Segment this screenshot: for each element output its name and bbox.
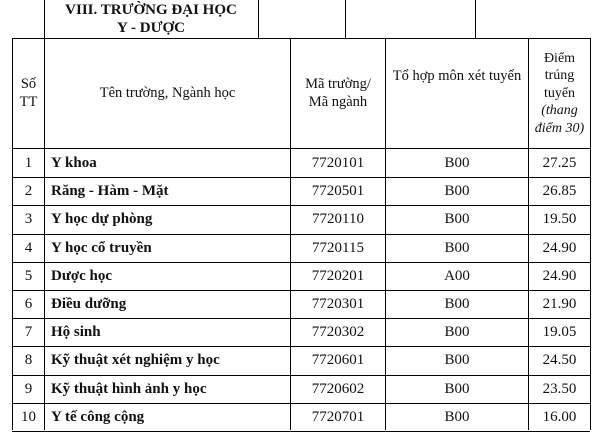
cell-combo: B00: [444, 324, 470, 341]
section-title-line2: Y - DƯỢC: [116, 20, 186, 36]
cell-combo: B00: [444, 239, 470, 256]
header-combo-text: Tổ hợp môn xét tuyển: [392, 67, 522, 84]
cell-score: 24.50: [542, 352, 577, 369]
cell-score: 23.50: [542, 380, 577, 397]
cell-name: Y khoa: [51, 155, 97, 172]
cell-code: 7720501: [311, 183, 365, 200]
cell-name: Kỹ thuật xét nghiệm y học: [51, 352, 220, 369]
cell-stt: 7: [24, 324, 33, 341]
cell-code: 7720101: [311, 155, 365, 172]
cell-stt: 10: [21, 408, 36, 425]
cell-combo: B00: [444, 183, 470, 200]
cell-stt: 9: [24, 380, 33, 397]
cell-score: 19.50: [542, 211, 577, 228]
cell-combo: B00: [444, 408, 470, 425]
cell-stt: 6: [24, 296, 33, 313]
cell-name: Hộ sinh: [51, 324, 101, 341]
header-stt-line2: TT: [19, 93, 38, 110]
cell-name: Y tế công cộng: [51, 408, 145, 425]
cell-code: 7720601: [311, 352, 365, 369]
cell-name: Kỹ thuật hình ảnh y học: [51, 380, 207, 397]
cell-stt: 2: [24, 183, 33, 200]
header-score-line2: trúng: [544, 68, 575, 84]
header-score-line5: điểm 30): [534, 120, 585, 136]
cell-stt: 8: [24, 352, 33, 369]
header-code-line2: Mã ngành: [308, 93, 368, 110]
cell-code: 7720201: [311, 267, 365, 284]
cell-name: Điều dưỡng: [51, 296, 127, 313]
cell-score: 27.25: [542, 155, 577, 172]
cell-combo: B00: [444, 352, 470, 369]
cell-code: 7720602: [311, 380, 365, 397]
cell-name: Y học cổ truyền: [51, 239, 152, 256]
cell-score: 19.05: [542, 324, 577, 341]
header-score-line4: (thang: [541, 103, 578, 119]
cell-code: 7720302: [311, 324, 365, 341]
cell-score: 21.90: [542, 296, 577, 313]
cell-stt: 4: [24, 239, 33, 256]
cell-score: 16.00: [542, 408, 577, 425]
cell-code: 7720115: [312, 239, 364, 256]
cell-name: Răng - Hàm - Mặt: [51, 183, 169, 200]
header-code-line1: Mã trường/: [305, 76, 371, 93]
cell-stt: 5: [24, 267, 33, 284]
cell-combo: B00: [444, 380, 470, 397]
cell-combo: B00: [444, 296, 470, 313]
cell-combo: A00: [444, 267, 470, 284]
cell-stt: 1: [24, 155, 33, 172]
cell-stt: 3: [24, 211, 33, 228]
cell-code: 7720301: [311, 296, 365, 313]
header-name-text: Tên trường, Ngành học: [99, 84, 236, 101]
cell-code: 7720110: [312, 211, 364, 228]
cell-combo: B00: [444, 211, 470, 228]
header-score-line3: tuyển: [543, 85, 576, 101]
cell-score: 26.85: [542, 183, 577, 200]
cell-score: 24.90: [542, 239, 577, 256]
cell-combo: B00: [444, 155, 470, 172]
header-score-line1: Điểm: [543, 50, 576, 66]
cell-score: 24.90: [542, 267, 577, 284]
section-title-line1: VIII. TRƯỜNG ĐẠI HỌC: [65, 2, 237, 18]
cell-name: Y học dự phòng: [51, 211, 153, 228]
cell-name: Dược học: [51, 267, 113, 284]
header-stt-line1: Số: [20, 76, 37, 93]
cell-code: 7720701: [311, 408, 365, 425]
